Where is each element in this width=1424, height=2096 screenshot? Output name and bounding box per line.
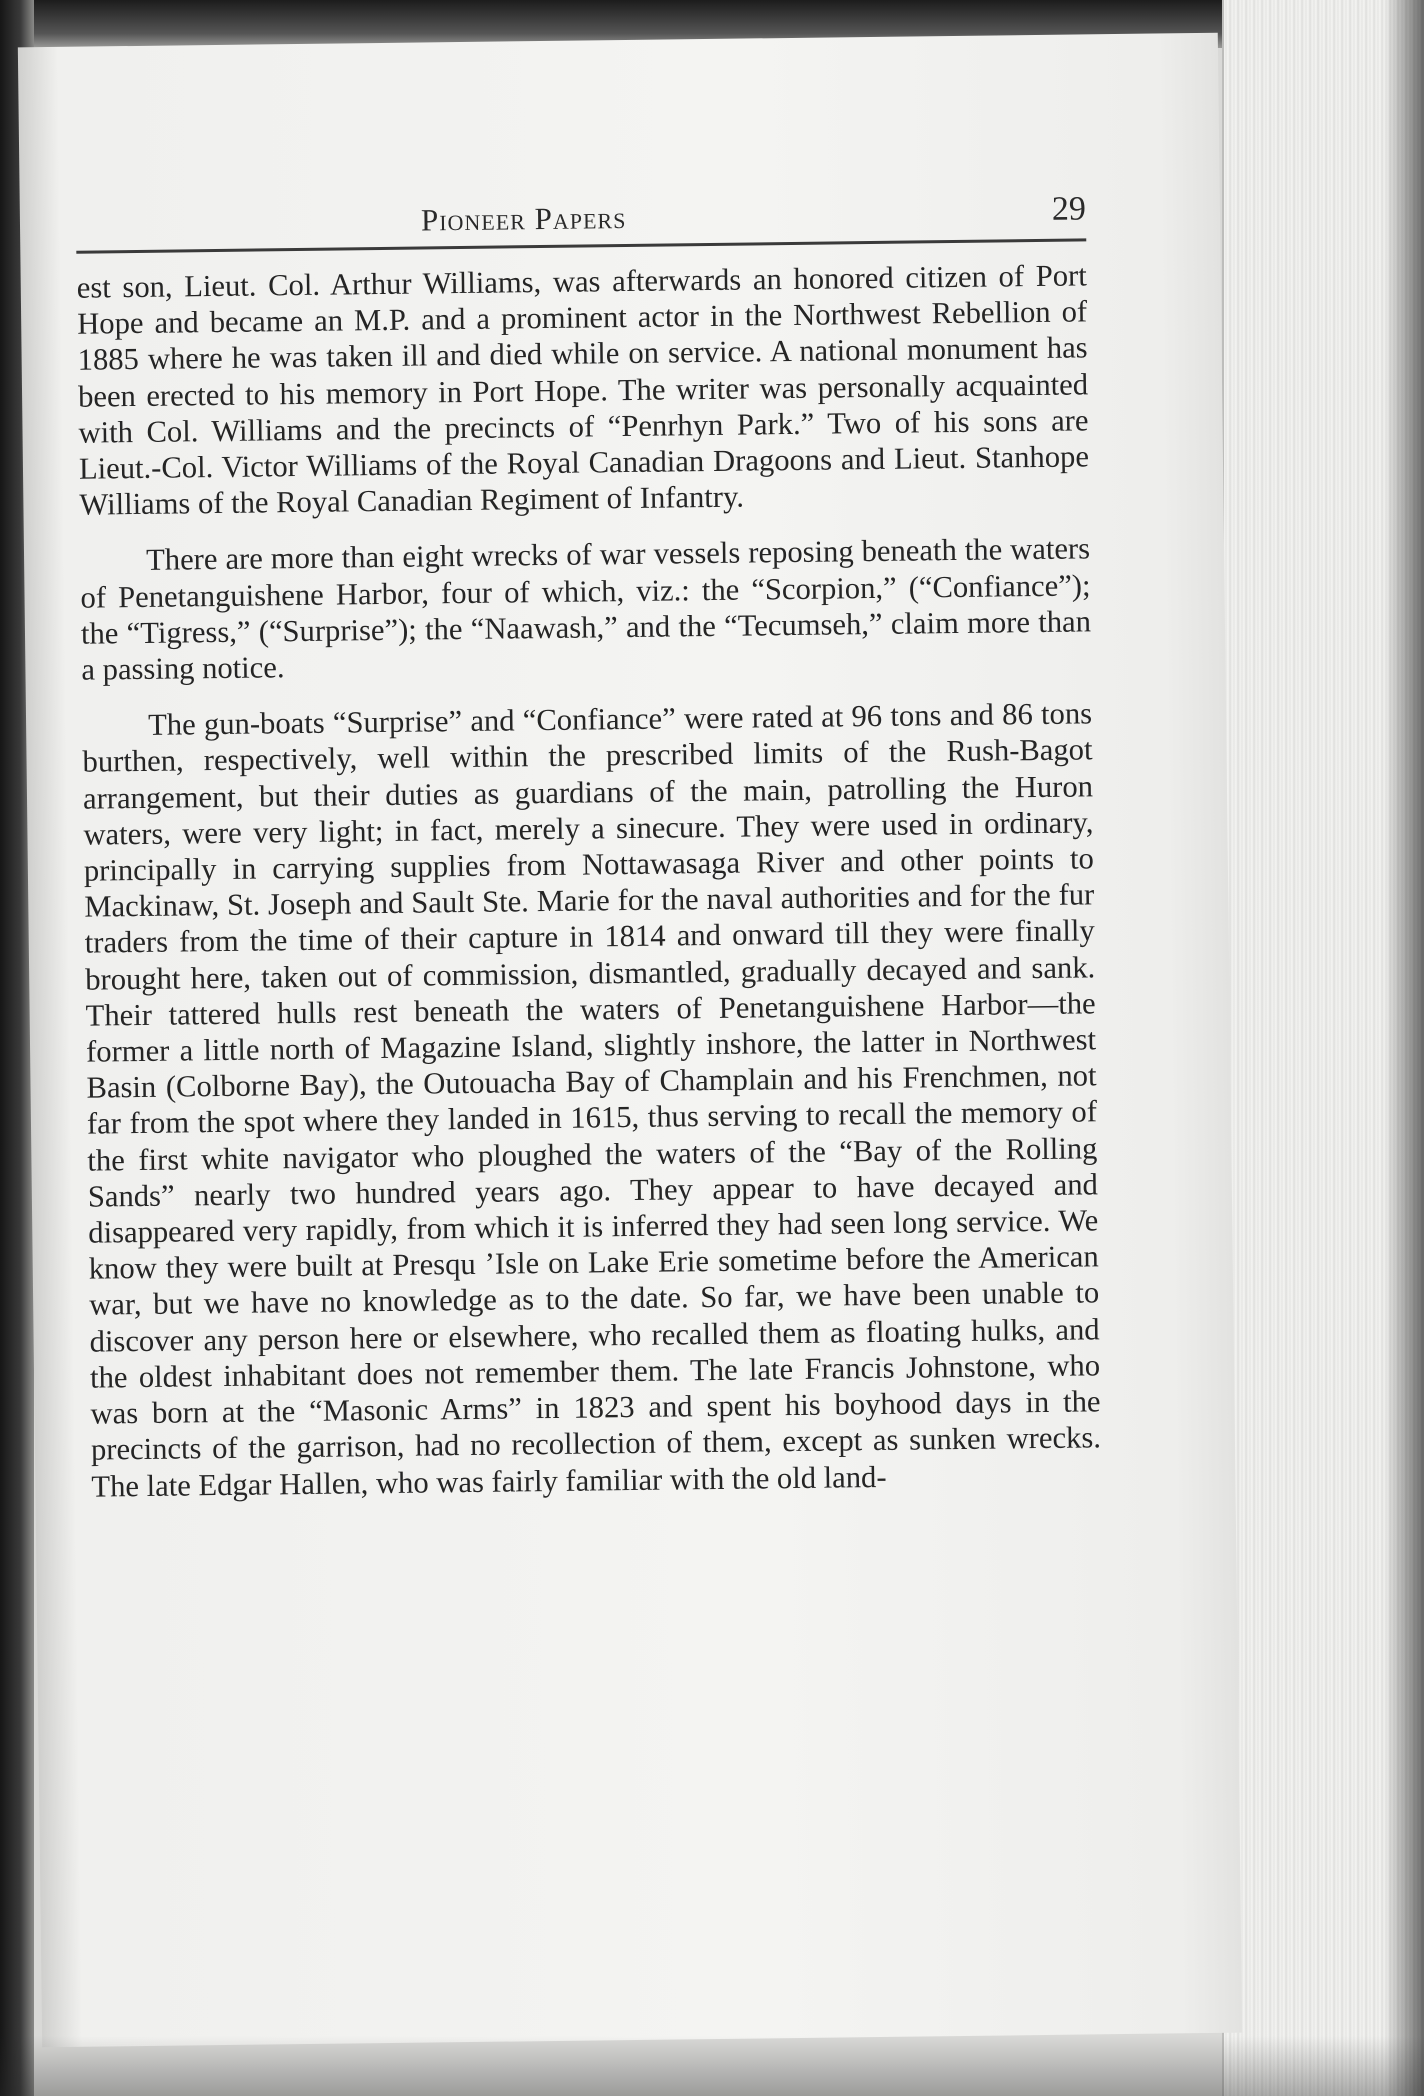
- bottom-shadow: [0, 2036, 1424, 2096]
- book-page: [18, 33, 1242, 2048]
- paragraph-wrecks: There are more than eight wrecks of war vessels reposing beneath the waters of Penetanguishene Harbor, four of which, viz.: the “Scorpion,” (“Confiance”); the “Tigress,” (“Surprise”); the “Naawash,” and the “Tecumseh,” claim more than a passing notice.: [80, 531, 1092, 687]
- page-stack-shadow: [1384, 0, 1424, 2096]
- paragraph-gunboats: The gun-boats “Surprise” and “Confiance” were rated at 96 tons and 86 tons burthen, respectively, well within the prescribed limits of the Rush-Bagot arrangement, but their duties as guardians of the main, patrolling the Huron waters, were very light; in fact, merely a sinecure. They were used in ordinary, principally in carrying supplies from Nottawasaga River and other points to Mackinaw, St. Joseph and Sault Ste. Marie for the naval authorities and for the fur traders from the time of their capture in 1814 and onward till they were finally brought here, taken out of commission, dismantled, gradually decayed and sank. Their tattered hulls rest beneath the waters of Penetanguishene Harbor—the former a little north of Magazine Island, slightly inshore, the latter in Northwest Basin (Colborne Bay), the Outouacha Bay of Champlain and his Frenchmen, not far from the spot where they landed in 1615, thus serving to recall the memory of the first white navigator who ploughed the waters of the “Bay of the Rolling Sands” nearly two hundred years ago. They appear to have decayed and disappeared very rapidly, from which it is inferred they had seen long service. We know they were built at Presqu ’Isle on Lake Erie sometime before the American war, but we have no knowledge as to the date. So far, we have been unable to discover any person here or elsewhere, who recalled them as floating hulks, and the oldest inhabitant does not remember them. The late Francis Johnstone, who was born at the “Masonic Arms” in 1823 and spent his boyhood days in the precincts of the garrison, had no recollection of them, except as sunken wrecks. The late Edgar Hallen, who was fairly familiar with the old land-: [82, 696, 1102, 1504]
- running-header: [76, 184, 1087, 253]
- text-block: [76, 184, 1102, 1504]
- page-number: 29: [1051, 190, 1087, 228]
- paragraph-continued: est son, Lieut. Col. Arthur Williams, was afterwards an honored citizen of Port Hope and became an M.P. and a prominent actor in the Northwest Rebellion of 1885 where he was taken ill and died while on service. A national monument has been erected to his memory in Port Hope. The writer was personally acquainted with Col. Williams and the precincts of “Penrhyn Park.” Two of his sons are Lieut.-Col. Victor Williams of the Royal Canadian Dragoons and Lieut. Stanhope Williams of the Royal Canadian Regiment of Infantry.: [76, 258, 1090, 522]
- running-title: Pioneer Papers: [420, 199, 627, 238]
